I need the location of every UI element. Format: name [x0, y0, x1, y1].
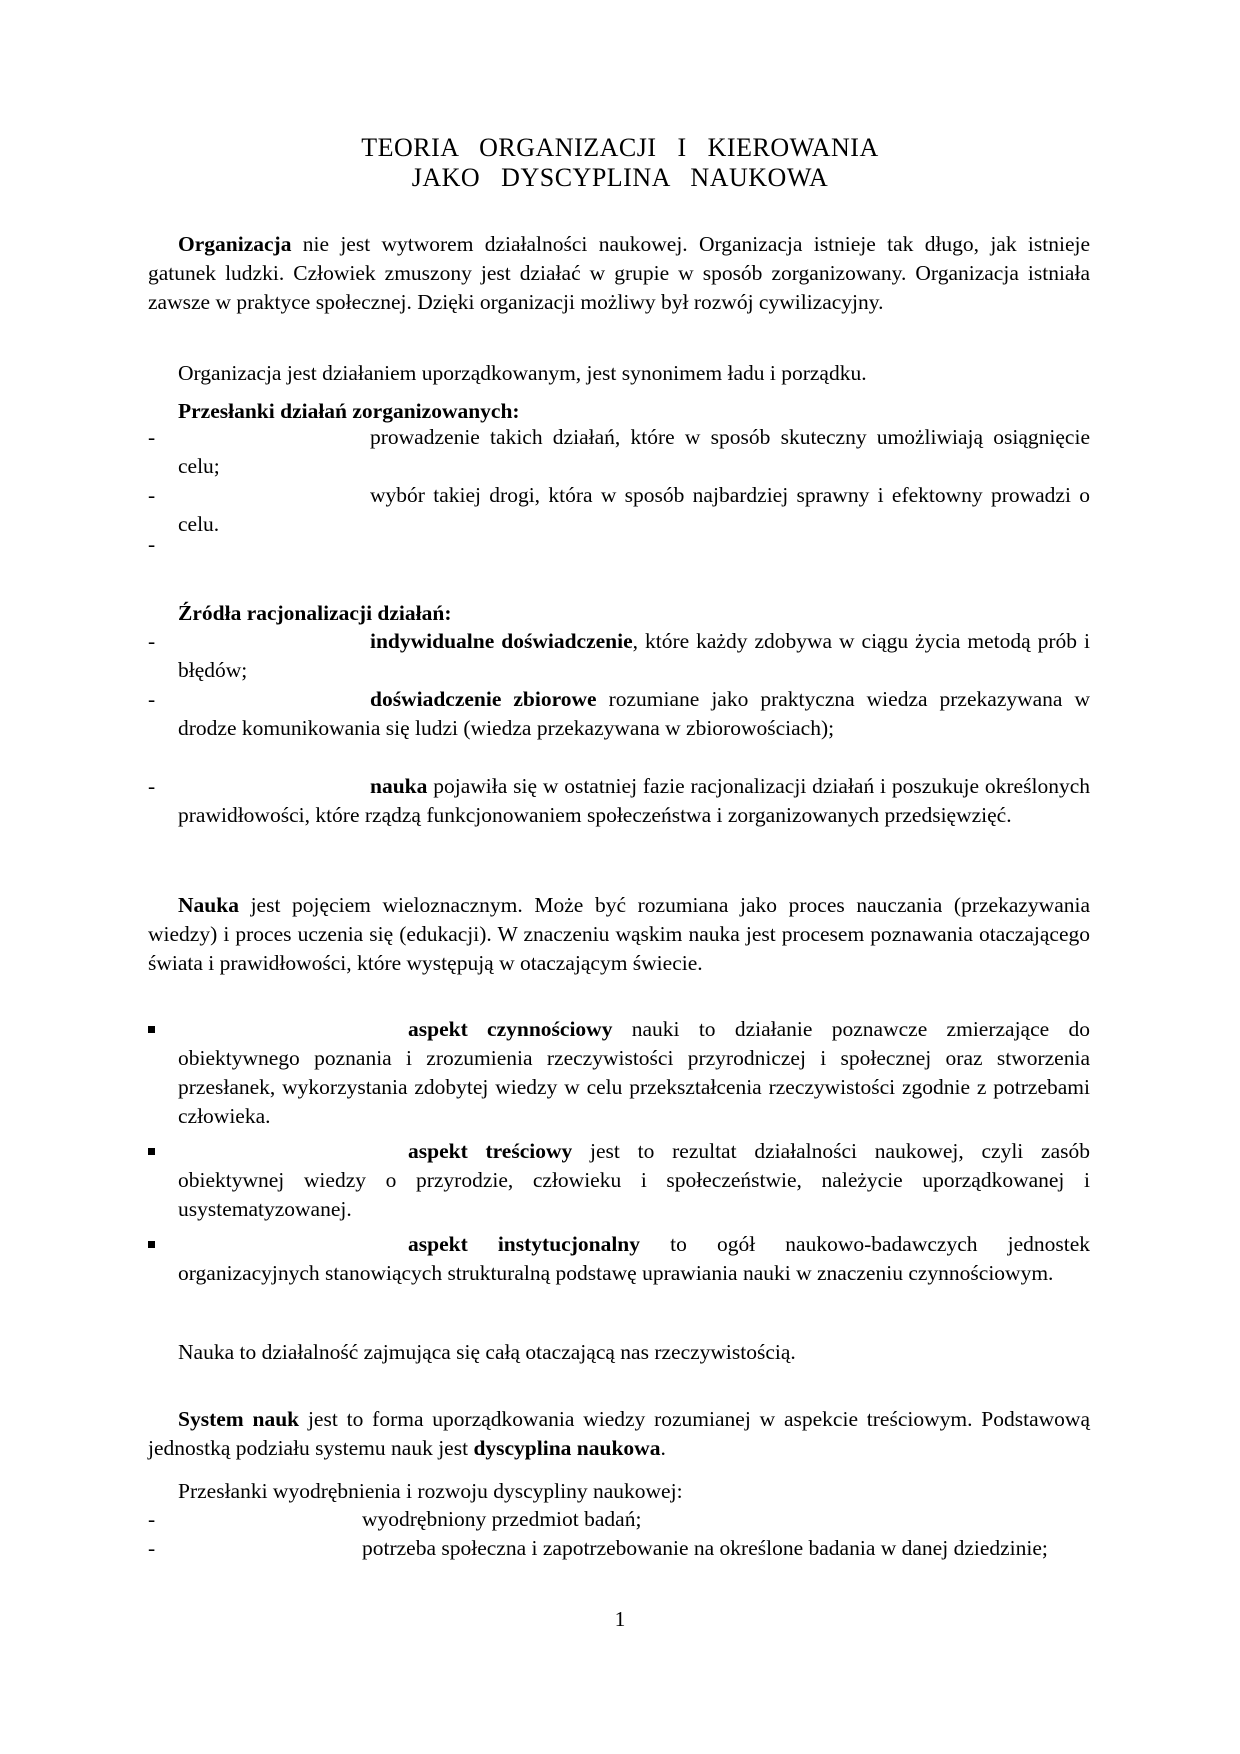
bullet-item [148, 1015, 1090, 1131]
term-bold: aspekt instytucjonalny [408, 1232, 641, 1256]
bullet-item-text: jest to rezultat działalności naukowej, czyli zasób obiektywnej wiedzy o przyrodzie, człowieku i społeczeństwie, należycie uporządkowanej i usystematyzowanej. [178, 1139, 1090, 1221]
list-item [148, 423, 1090, 481]
dash-marker: - [148, 629, 156, 653]
paragraph-text: nie jest wytworem działalności naukowej. Organizacja istnieje tak długo, jak istnieje gatunek ludzki. Człowiek zmuszony jest działać w grupie w sposób zorganizowany. Organizacja istniała zawsze w praktyce społecznej. Dzięki organizacji możliwy był rozwój cywilizacyjny. [148, 232, 1090, 314]
list-item [148, 772, 1090, 830]
bullet-item [148, 1137, 1090, 1224]
list-item-text: rozumiane jako praktyczna wiedza przekazywana w drodze komunikowania się ludzi (wiedza przekazywana w zbiorowościach); [178, 687, 1090, 740]
term-system-nauk: System nauk [178, 1407, 300, 1431]
document-title-line-1: TEORIA ORGANIZACJI I KIEROWANIA [361, 133, 879, 162]
paragraph-text: . [660, 1436, 666, 1460]
bullet-item-text: nauki to działanie poznawcze zmierzające do obiektywnego poznania i zrozumienia rzeczywistości przyrodniczej i społecznej oraz stworzenia przesłanek, wykorzystania zdobytej wiedzy w celu przekształcenia rzeczywistości zgodnie z potrzebami człowieka. [178, 1017, 1090, 1128]
list-item-text: pojawiła się w ostatniej fazie racjonalizacji działań i poszukuje określonych prawidłowości, które rządzą funkcjonowaniem społeczeństwa i zorganizowanych przedsięwzięć. [178, 774, 1090, 827]
bullet-item [148, 1230, 1090, 1288]
dash-marker: - [148, 1536, 156, 1560]
paragraph-definition: Organizacja jest działaniem uporządkowanym, jest synonimem ładu i porządku. [178, 361, 867, 385]
list-item [148, 481, 1090, 539]
page-number: 1 [614, 1607, 626, 1631]
list-item-text: prowadzenie takich działań, które w sposób skuteczny umożliwiają osiągnięcie celu; [178, 425, 1090, 478]
paragraph-nauka [148, 891, 1090, 978]
term-bold: indywidualne doświadczenie [370, 629, 633, 653]
term-nauka: Nauka [178, 893, 239, 917]
document-title-line-2: JAKO DYSCYPLINA NAUKOWA [411, 163, 829, 192]
paragraph-text: jest to forma uporządkowania wiedzy rozumianej w aspekcie treściowym. Podstawową jednostką podziału systemu nauk jest [148, 1407, 1090, 1460]
paragraph-system-nauk [148, 1405, 1090, 1463]
term-organizacja: Organizacja [178, 232, 292, 256]
heading-zrodla: Źródła racjonalizacji działań: [178, 601, 452, 625]
paragraph-text: jest pojęciem wieloznacznym. Może być rozumiana jako proces nauczania (przekazywania wiedzy) i proces uczenia się (edukacji). W znaczeniu wąskim nauka jest procesem poznawania otaczającego świata i prawidłowości, które występują w otaczającym świecie. [148, 893, 1090, 975]
list-item-text: wybór takiej drogi, która w sposób najbardziej sprawny i efektowny prowadzi o celu. [178, 483, 1090, 536]
list-item [148, 1534, 1090, 1563]
dash-marker: - [148, 687, 156, 711]
term-dyscyplina: dyscyplina naukowa [473, 1436, 661, 1460]
dash-marker: - [148, 1507, 156, 1531]
square-bullet-icon [148, 1015, 155, 1044]
dash-marker: - [148, 774, 156, 798]
list-item-text: potrzeba społeczna i zapotrzebowanie na określone badania w danej dziedzinie; [362, 1536, 1048, 1560]
term-bold: aspekt treściowy [408, 1139, 573, 1163]
square-bullet-icon [148, 1137, 155, 1166]
term-bold: aspekt czynnościowy [408, 1017, 613, 1041]
dash-marker: - [148, 483, 156, 507]
bullet-item-text: to ogół naukowo-badawczych jednostek organizacyjnych stanowiących strukturalną podstawę uprawiania nauki w znaczeniu czynnościowym. [178, 1232, 1090, 1285]
dash-marker: - [148, 532, 156, 556]
paragraph-organizacja [148, 230, 1090, 317]
list-item [148, 685, 1090, 743]
list-item [148, 1505, 1090, 1534]
term-bold: nauka [370, 774, 428, 798]
paragraph-nauka-to: Nauka to działalność zajmująca się całą otaczającą nas rzeczywistością. [178, 1340, 796, 1364]
square-bullet-icon [148, 1230, 155, 1259]
list-item-text: wyodrębniony przedmiot badań; [362, 1507, 642, 1531]
heading-przeslanki: Przesłanki działań zorganizowanych: [178, 399, 520, 423]
list-item [148, 627, 1090, 685]
list-item-text: , które każdy zdobywa w ciągu życia metodą prób i błędów; [178, 629, 1090, 682]
dash-marker: - [148, 425, 156, 449]
heading-wyodrebnienie: Przesłanki wyodrębnienia i rozwoju dyscypliny naukowej: [178, 1479, 683, 1503]
term-bold: doświadczenie zbiorowe [370, 687, 597, 711]
